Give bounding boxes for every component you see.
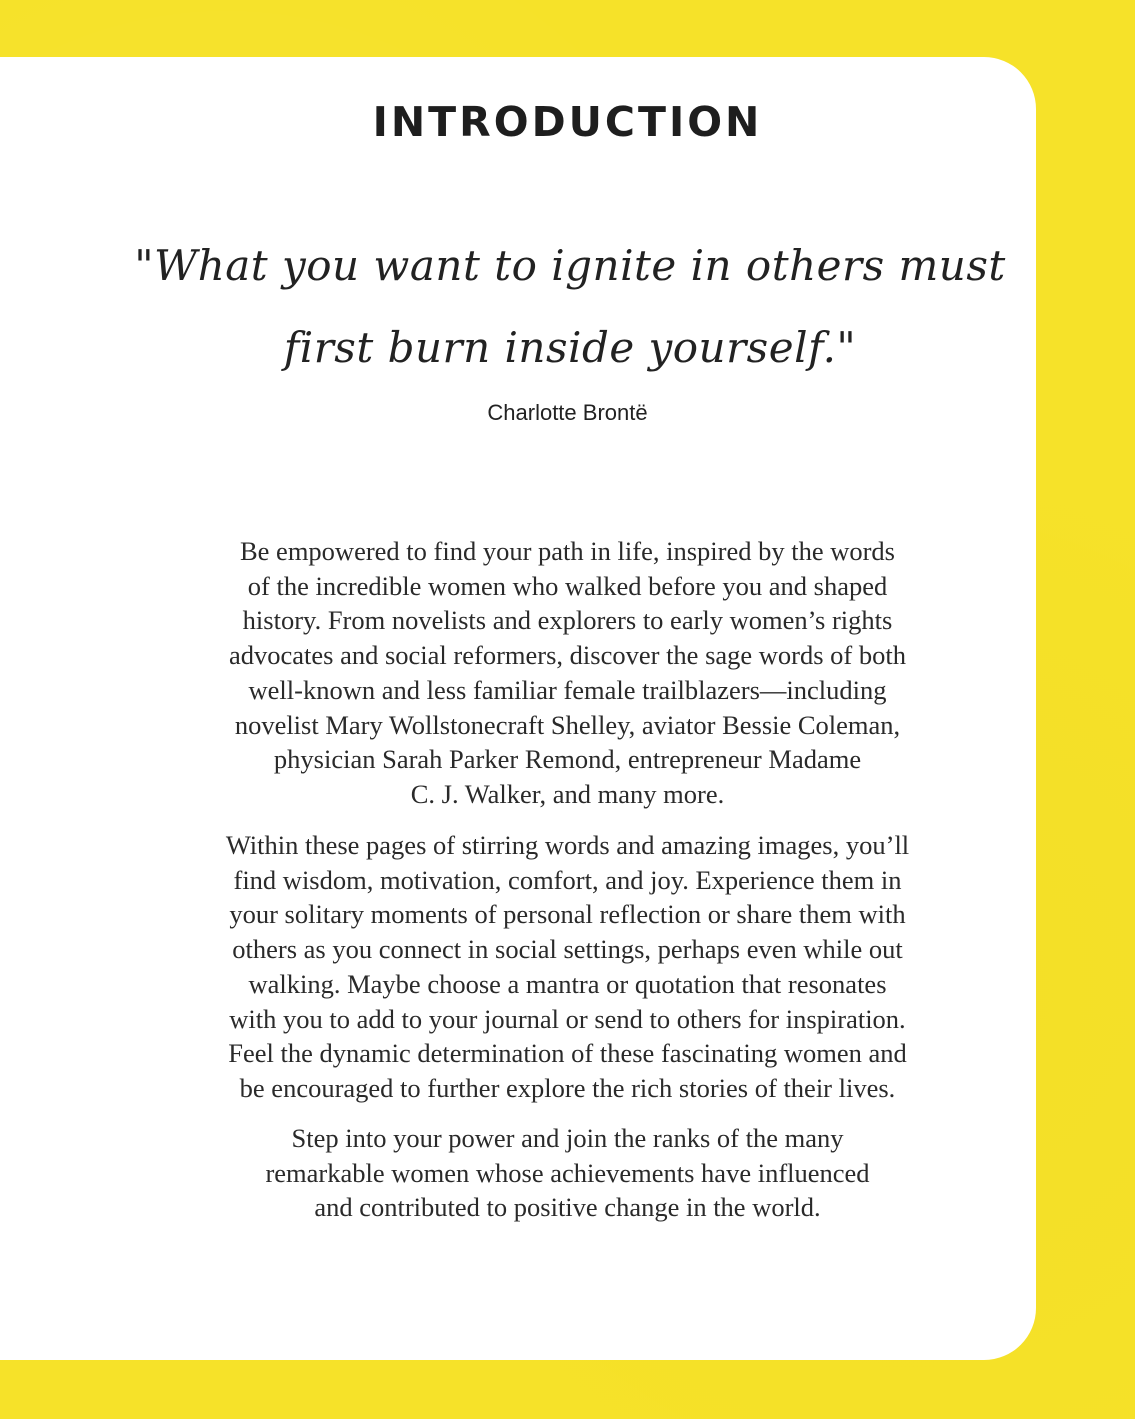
text-line: be encouraged to further explore the rich stories of their lives. xyxy=(239,1072,896,1103)
text-line: Feel the dynamic determination of these fascinating women and xyxy=(228,1038,907,1069)
text-line: Be empowered to find your path in life, inspired by the words xyxy=(240,536,895,566)
paragraph-2 xyxy=(180,828,955,1106)
text-line: of the incredible women who walked before you and shaped xyxy=(247,570,888,601)
page-heading: INTRODUCTION xyxy=(372,98,763,146)
text-line: others as you connect in social settings, perhaps even while out xyxy=(232,934,903,965)
text-line: with you to add to your journal or send to others for inspiration. xyxy=(229,1003,906,1034)
quote-line-2: first burn inside yourself." xyxy=(283,323,857,372)
text-line: history. From novelists and explorers to early women’s rights xyxy=(242,605,893,636)
text-line: find wisdom, motivation, comfort, and joy. Experience them in xyxy=(233,864,902,895)
text-line: novelist Mary Wollstonecraft Shelley, aviator Bessie Coleman, xyxy=(234,709,901,740)
text-line: physician Sarah Parker Remond, entrepreneur Madame xyxy=(273,744,862,775)
text-line: remarkable women whose achievements have influenced xyxy=(265,1157,870,1188)
text-line: well-known and less familiar female trailblazers—including xyxy=(248,674,887,705)
quote-line-1: "What you want to ignite in others must xyxy=(134,241,1006,290)
text-line: Step into your power and join the ranks of the many xyxy=(291,1123,844,1153)
paragraph-1 xyxy=(180,534,955,812)
text-line: advocates and social reformers, discover the sage words of both xyxy=(229,640,906,671)
paragraph-3 xyxy=(180,1121,955,1225)
pull-quote xyxy=(120,225,1020,389)
text-line: walking. Maybe choose a mantra or quotation that resonates xyxy=(248,968,887,999)
text-line: your solitary moments of personal reflection or share them with xyxy=(229,899,906,930)
text-line: Within these pages of stirring words and amazing images, you’ll xyxy=(225,830,910,860)
text-line: C. J. Walker, and many more. xyxy=(410,778,725,809)
text-line: and contributed to positive change in the world. xyxy=(314,1192,821,1223)
quote-author: Charlotte Brontë xyxy=(487,400,648,425)
